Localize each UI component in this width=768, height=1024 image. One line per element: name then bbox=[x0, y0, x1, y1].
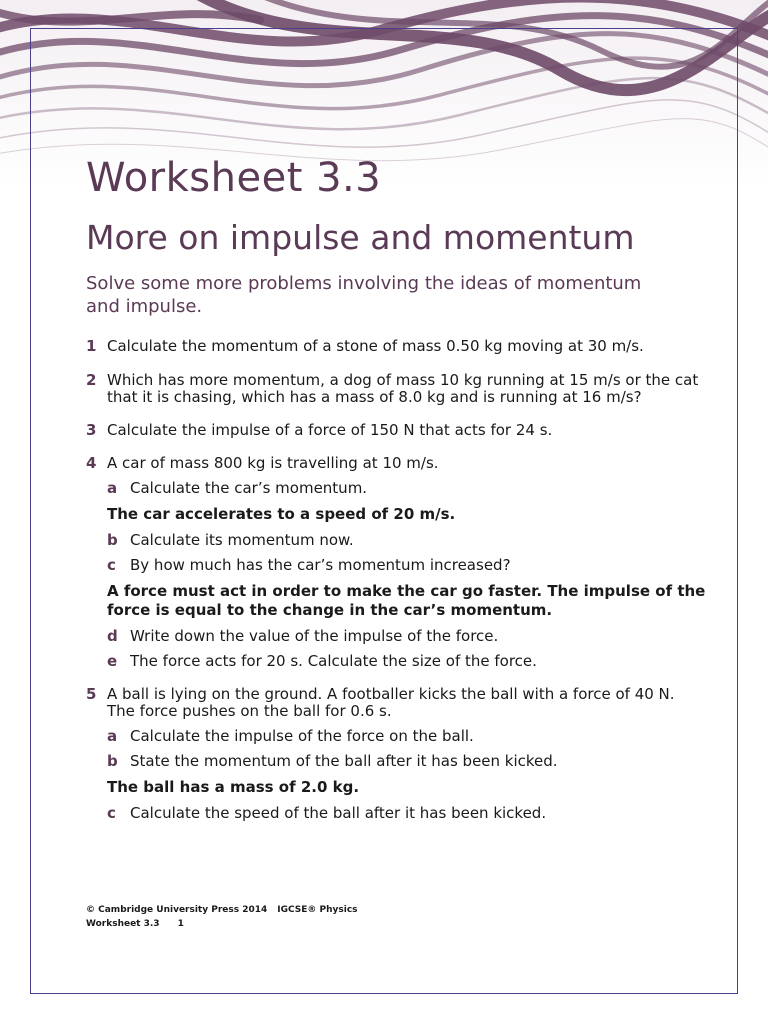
question-1 bbox=[86, 338, 706, 355]
part-letter: b bbox=[107, 752, 118, 770]
question-4-part-d bbox=[86, 628, 706, 645]
question-number: 2 bbox=[86, 371, 97, 389]
part-letter: c bbox=[107, 804, 116, 822]
question-4-part-c bbox=[86, 557, 706, 574]
question-3 bbox=[86, 422, 706, 439]
question-text: Which has more momentum, a dog of mass 10 kg running at 15 m/s or the cat that it is chasing, which has a mass of 8.0 kg and is running at 16 m/s? bbox=[107, 371, 699, 406]
part-text: By how much has the car’s momentum increased? bbox=[130, 556, 511, 574]
part-text: State the momentum of the ball after it has been kicked. bbox=[130, 752, 558, 770]
question-number: 3 bbox=[86, 421, 97, 439]
question-number: 1 bbox=[86, 337, 97, 355]
worksheet-title: Worksheet 3.3 bbox=[86, 155, 382, 201]
question-number: 5 bbox=[86, 685, 97, 703]
question-5-note-1: The ball has a mass of 2.0 kg. bbox=[107, 778, 360, 796]
part-text: The force acts for 20 s. Calculate the size of the force. bbox=[130, 652, 537, 670]
worksheet-intro: Solve some more problems involving the ideas of momentum and impulse. bbox=[86, 273, 642, 317]
page-footer bbox=[86, 903, 358, 931]
worksheet-body bbox=[86, 150, 706, 822]
worksheet-subtitle: More on impulse and momentum bbox=[86, 218, 635, 257]
question-2 bbox=[86, 372, 706, 406]
part-letter: e bbox=[107, 652, 118, 670]
part-text: Calculate its momentum now. bbox=[130, 531, 354, 549]
footer-line-2 bbox=[86, 917, 358, 931]
part-letter: a bbox=[107, 727, 118, 745]
question-4-part-b bbox=[86, 532, 706, 549]
footer-sheet-name: Worksheet 3.3 bbox=[86, 919, 160, 929]
question-4-part-e bbox=[86, 653, 706, 670]
part-letter: b bbox=[107, 531, 118, 549]
part-letter: d bbox=[107, 627, 118, 645]
part-text: Calculate the car’s momentum. bbox=[130, 479, 368, 497]
part-letter: c bbox=[107, 556, 116, 574]
part-text: Calculate the impulse of the force on the ball. bbox=[130, 727, 474, 745]
question-text: Calculate the impulse of a force of 150 N that acts for 24 s. bbox=[107, 421, 553, 439]
question-text: A ball is lying on the ground. A footballer kicks the ball with a force of 40 N. The force pushes on the ball for 0.6 s. bbox=[107, 685, 675, 720]
part-text: Write down the value of the impulse of the force. bbox=[130, 627, 499, 645]
question-number: 4 bbox=[86, 454, 97, 472]
part-text: Calculate the speed of the ball after it has been kicked. bbox=[130, 804, 547, 822]
copyright-text: © Cambridge University Press 2014 bbox=[86, 905, 268, 915]
course-name: IGCSE® Physics bbox=[277, 905, 358, 915]
question-4-part-a bbox=[86, 480, 706, 497]
footer-line-1 bbox=[86, 903, 358, 917]
question-text: Calculate the momentum of a stone of mass 0.50 kg moving at 30 m/s. bbox=[107, 337, 644, 355]
question-4-note-1: The car accelerates to a speed of 20 m/s. bbox=[107, 505, 456, 523]
question-4-note-2: A force must act in order to make the car go faster. The impulse of the force is equal to the change in the car’s momentum. bbox=[107, 582, 706, 619]
question-5-part-b bbox=[86, 753, 706, 770]
question-text: A car of mass 800 kg is travelling at 10 m/s. bbox=[107, 454, 439, 472]
question-5-part-a bbox=[86, 728, 706, 745]
question-5-part-c bbox=[86, 805, 706, 822]
question-5 bbox=[86, 686, 706, 720]
part-letter: a bbox=[107, 479, 118, 497]
page-number: 1 bbox=[177, 919, 184, 929]
question-4 bbox=[86, 455, 706, 472]
